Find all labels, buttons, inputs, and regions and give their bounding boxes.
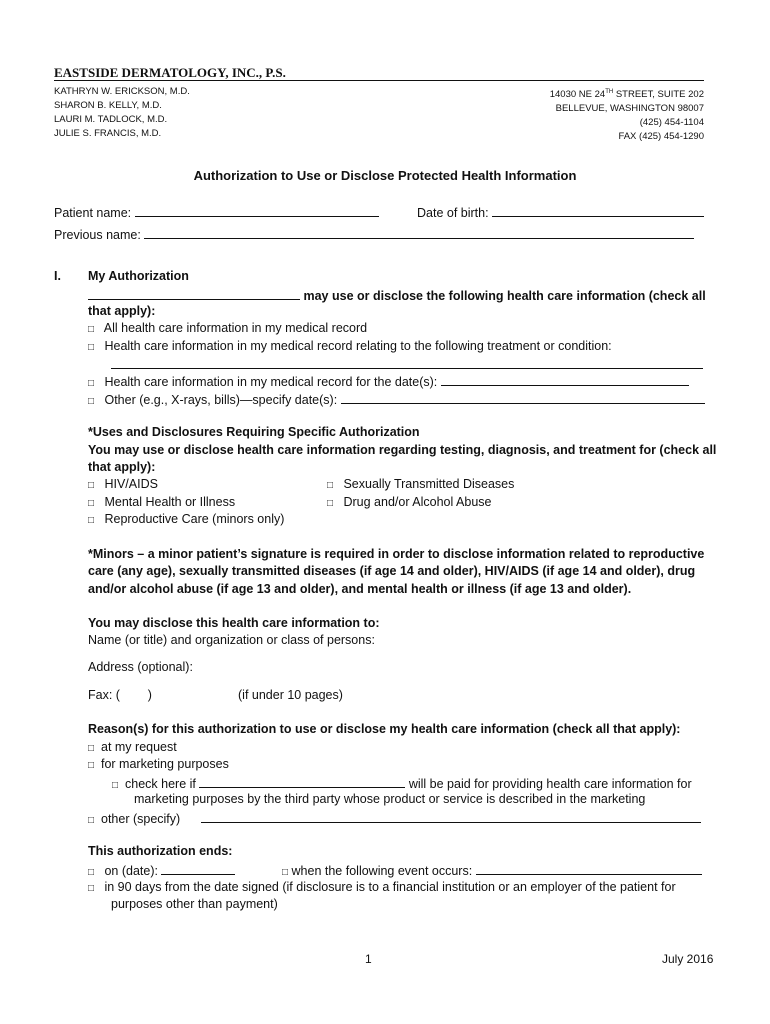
option-other: □ Other (e.g., X-rays, bills)—specify date(s): xyxy=(88,391,705,407)
reason-paid: □ check here if will be paid for providing health care information for xyxy=(112,777,692,791)
disclose-heading: You may disclose this health care information to: xyxy=(88,616,380,630)
doctor-name: SHARON B. KELLY, M.D. xyxy=(54,100,162,111)
street-address: 14030 NE 24TH STREET, SUITE 202 xyxy=(549,89,704,101)
checkbox-icon[interactable]: □ xyxy=(88,760,95,771)
reason-paid-cont: marketing purposes by the third party whose product or service is described in the marketing xyxy=(134,792,646,806)
option-condition: □ Health care information in my medical record relating to the following treatment or condition: xyxy=(88,339,612,353)
option-hiv: □ HIV/AIDS xyxy=(88,477,158,491)
reason-other: □ other (specify) xyxy=(88,810,701,826)
third-party-field[interactable] xyxy=(199,775,405,788)
checkbox-icon[interactable]: □ xyxy=(88,396,95,407)
option-drug: □ Drug and/or Alcohol Abuse xyxy=(327,495,492,509)
fax-number: FAX (425) 454-1290 xyxy=(618,131,704,143)
specific-intro-cont: that apply): xyxy=(88,460,156,474)
checkbox-icon[interactable]: □ xyxy=(88,480,95,491)
checkbox-icon[interactable]: □ xyxy=(327,498,334,509)
end-on-event: □ when the following event occurs: xyxy=(282,862,702,878)
clinic-address xyxy=(440,85,704,144)
checkbox-icon[interactable]: □ xyxy=(88,867,95,878)
patient-name-label: Patient name: xyxy=(54,206,132,220)
previous-name-row xyxy=(54,226,694,242)
checkbox-icon[interactable]: □ xyxy=(88,743,95,754)
doctor-name: JULIE S. FRANCIS, M.D. xyxy=(54,128,162,139)
reason-marketing: □ for marketing purposes xyxy=(88,757,229,771)
recipient-address-label: Address (optional): xyxy=(88,660,193,674)
end-event-field[interactable] xyxy=(476,862,702,875)
checkbox-icon[interactable]: □ xyxy=(88,378,95,389)
end-90-days: □ in 90 days from the date signed (if disclosure is to a financial institution or an employer of the patient for xyxy=(88,880,676,894)
previous-name-label: Previous name: xyxy=(54,228,141,242)
reasons-heading: Reason(s) for this authorization to use or disclose my health care information (check all that apply): xyxy=(88,722,681,736)
fax-note: (if under 10 pages) xyxy=(238,688,343,702)
dob-label: Date of birth: xyxy=(417,206,489,220)
checkbox-icon[interactable]: □ xyxy=(88,515,95,526)
specific-intro: You may use or disclose health care information regarding testing, diagnosis, and treatment for (check all xyxy=(88,443,717,457)
dob-row xyxy=(417,204,704,220)
checkbox-icon[interactable]: □ xyxy=(327,480,334,491)
condition-field[interactable] xyxy=(111,356,703,369)
option-dates: □ Health care information in my medical record for the date(s): xyxy=(88,373,689,389)
doctor-list xyxy=(54,85,190,141)
authorization-intro-cont: that apply): xyxy=(88,304,156,318)
doctor-name: KATHRYN W. ERICKSON, M.D. xyxy=(54,86,190,97)
reason-request: □ at my request xyxy=(88,740,177,754)
minors-notice: and/or alcohol abuse (if age 13 and older), and mental health or illness (if age 13 and older). xyxy=(88,582,632,596)
option-mental: □ Mental Health or Illness xyxy=(88,495,236,509)
specific-heading: *Uses and Disclosures Requiring Specific Authorization xyxy=(88,425,420,439)
provider-name-field[interactable] xyxy=(88,287,300,300)
dates-field[interactable] xyxy=(441,373,689,386)
checkbox-icon[interactable]: □ xyxy=(88,342,95,353)
authorization-intro: may use or disclose the following health care information (check all xyxy=(88,287,706,303)
section-heading: My Authorization xyxy=(88,269,189,283)
other-reason-field[interactable] xyxy=(201,810,701,823)
minors-notice: care (any age), sexually transmitted diseases (if age 14 and older), HIV/AIDS (if age 14 and older), drug xyxy=(88,564,696,578)
option-all-records: □ All health care information in my medical record xyxy=(88,321,368,335)
patient-name-row xyxy=(54,204,379,220)
city-state: BELLEVUE, WASHINGTON 98007 xyxy=(555,103,704,115)
checkbox-icon[interactable]: □ xyxy=(112,780,119,791)
doctor-name: LAURI M. TADLOCK, M.D. xyxy=(54,114,168,125)
end-90-days-cont: purposes other than payment) xyxy=(111,897,278,911)
ends-heading: This authorization ends: xyxy=(88,844,233,858)
fax-label: Fax: ( ) xyxy=(88,688,152,702)
revision-date: July 2016 xyxy=(662,952,714,966)
form-title: Authorization to Use or Disclose Protected Health Information xyxy=(193,168,577,183)
dob-field[interactable] xyxy=(492,204,704,217)
option-repro: □ Reproductive Care (minors only) xyxy=(88,512,285,526)
checkbox-icon[interactable]: □ xyxy=(88,815,95,826)
option-std: □ Sexually Transmitted Diseases xyxy=(327,477,515,491)
checkbox-icon[interactable]: □ xyxy=(282,867,289,878)
checkbox-icon[interactable]: □ xyxy=(88,883,95,894)
recipient-name-label: Name (or title) and organization or class of persons: xyxy=(88,633,375,647)
patient-name-field[interactable] xyxy=(135,204,379,217)
phone-number: (425) 454-1104 xyxy=(639,117,704,129)
minors-notice: *Minors – a minor patient’s signature is required in order to disclose information related to reproductive xyxy=(88,547,705,561)
checkbox-icon[interactable]: □ xyxy=(88,324,95,335)
other-dates-field[interactable] xyxy=(341,391,705,404)
previous-name-field[interactable] xyxy=(144,226,694,239)
end-date-field[interactable] xyxy=(161,862,235,875)
end-on-date: □ on (date): xyxy=(88,862,235,878)
checkbox-icon[interactable]: □ xyxy=(88,498,95,509)
page-number: 1 xyxy=(365,952,372,966)
org-name: EASTSIDE DERMATOLOGY, INC., P.S. xyxy=(54,66,704,81)
section-numeral: I. xyxy=(54,269,61,283)
